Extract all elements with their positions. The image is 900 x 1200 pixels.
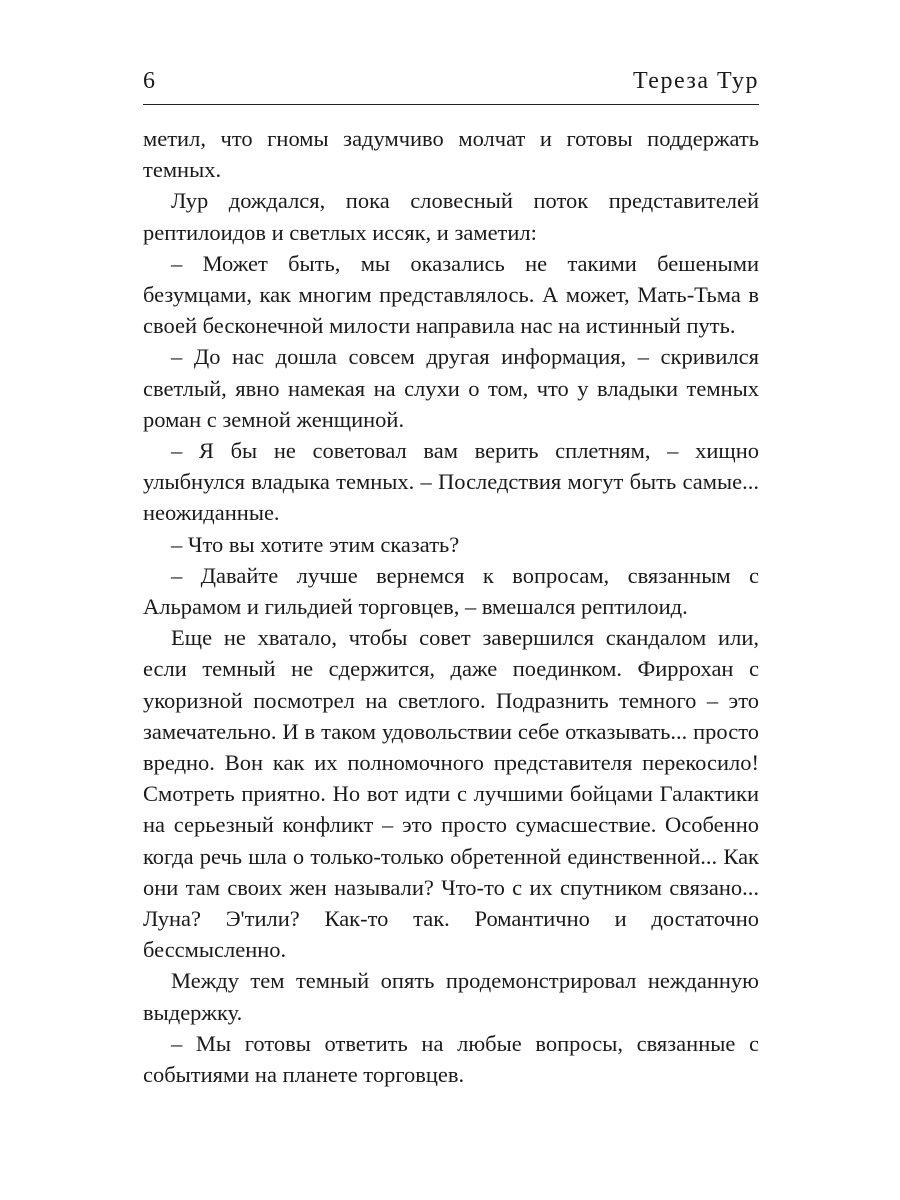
paragraph: – Что вы хотите этим сказать? xyxy=(171,531,460,557)
running-header xyxy=(143,66,759,105)
page-body xyxy=(143,123,759,1090)
paragraph: – Может быть, мы оказались не такими бешеными безумцами, как многим представлялось. А может, Мать-Тьма в своей бесконечной милости направила нас на истинный путь. xyxy=(143,250,759,339)
book-page xyxy=(143,66,759,1090)
paragraph: метил, что гномы задумчиво молчат и готовы поддержать темных. xyxy=(143,126,759,183)
paragraph: Между тем темный опять продемонстрировал нежданную выдержку. xyxy=(143,968,759,1025)
paragraph: Лур дождался, пока словесный поток представителей рептилоидов и светлых иссяк, и заметил: xyxy=(143,188,759,245)
page-number: 6 xyxy=(143,68,155,94)
paragraph: – Я бы не советовал вам верить сплетням, – хищно улыбнулся владыка темных. – Последствия могут быть самые... неожиданные. xyxy=(143,438,759,526)
paragraph: – До нас дошла совсем другая информация, – скривился светлый, явно намекая на слухи о том, что у владыки темных роман с земной женщиной. xyxy=(143,344,759,432)
running-head-author: Тереза Тур xyxy=(633,68,759,94)
paragraph: – Давайте лучше вернемся к вопросам, связанным с Альрамом и гильдией торговцев, – вмешался рептилоид. xyxy=(143,562,759,620)
paragraph: Еще не хватало, чтобы совет завершился скандалом или, если темный не сдержится, даже поединком. Фиррохан с укоризной посмотрел на светлого. Подразнить темного – это замечательно. И в таком удовольствии себе отказывать... просто вредно. Вон как их полномочного представителя перекосило! Смотреть приятно. Но вот идти с лучшими бойцами Галактики на серьезный конфликт – это просто сумасшествие. Особенно когда речь шла о только-только обретенной единственной... Как они там своих жен называли? Что-то с их спутником связано... Луна? Э'тили? Как-то так. Романтично и достаточно бессмысленно. xyxy=(143,625,759,963)
paragraph: – Мы готовы ответить на любые вопросы, связанные с событиями на планете торговцев. xyxy=(143,1030,759,1088)
